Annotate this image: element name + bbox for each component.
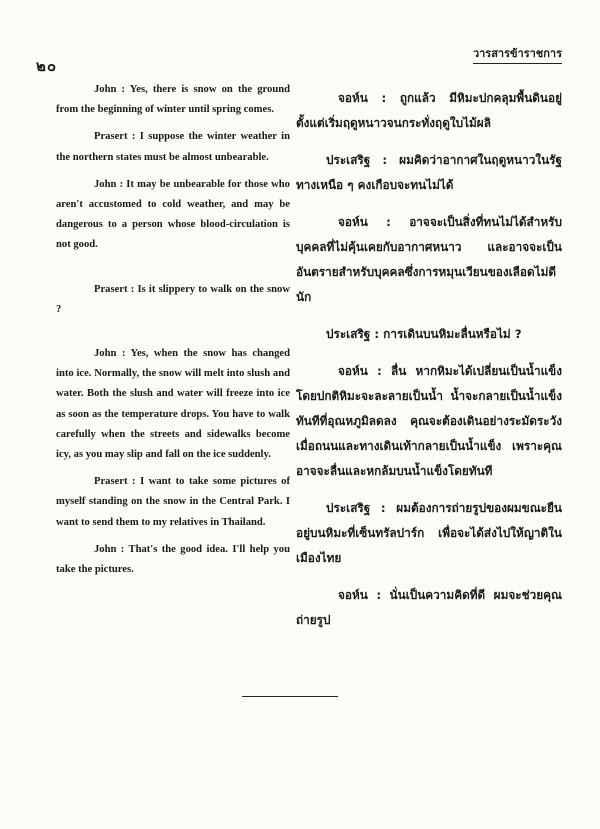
thai-paragraph <box>296 86 562 136</box>
dialogue-text: I suppose the winter weather in the northern states must be almost unbearable. <box>56 131 290 163</box>
speaker-name: Prasert : <box>94 283 135 295</box>
thai-paragraph <box>296 583 562 633</box>
running-head: วารสารข้าราชการ <box>473 44 562 64</box>
thai-paragraph <box>296 210 562 310</box>
speaker-name: ประเสริฐ : <box>326 501 386 515</box>
thai-paragraph <box>296 496 562 571</box>
dialogue-text: การเดินบนหิมะลื่นหรือไม่ ? <box>379 327 522 341</box>
page-number: ๒๐ <box>36 57 58 75</box>
english-paragraph <box>56 280 290 320</box>
speaker-name: John : <box>94 543 125 555</box>
dialogue-text: ผมคิดว่าอากาศในฤดูหนาวในรัฐทางเหนือ ๆ คงเกือบจะทนไม่ได้ <box>296 153 562 192</box>
dialogue-text: Yes, when the snow has changed into ice. Normally, the snow will melt into slush and water. Both the slush and water will freeze into ice as soon as the temperature drops. You have to walk carefully when the streets and sidewalks become icy, as you may slip and fall on the ice suddenly. <box>56 348 290 461</box>
english-paragraph <box>56 175 290 256</box>
english-paragraph <box>56 540 290 580</box>
speaker-name: John : <box>94 84 126 95</box>
thai-dialogue <box>296 86 562 633</box>
dialogue-text: อาจจะเป็นสิ่งที่ทนไม่ได้สำหรับบุคคลที่ไม่คุ้นเคยกับอากาศหนาว และอาจจะเป็นอันตรายสำหรับบุคคลซึ่งการหมุนเวียนของเลือดไม่ดีนัก <box>296 215 562 304</box>
speaker-name: ประเสริฐ : <box>326 327 380 341</box>
dialogue-text: ผมต้องการถ่ายรูปของผมขณะยืนอยู่บนหิมะที่เซ็นทรัลปาร์ก เพื่อจะได้ส่งไปให้ญาติในเมืองไทย <box>296 501 562 565</box>
speaker-name: จอห์น : <box>338 215 391 229</box>
speaker-name: John : <box>94 178 124 190</box>
english-paragraph <box>56 472 290 533</box>
dialogue-text: นั่นเป็นความคิดที่ดี ผมจะช่วยคุณถ่ายรูป <box>296 588 562 627</box>
dialogue-text: Yes, there is snow on the ground from the beginning of winter until spring comes. <box>56 84 290 116</box>
speaker-name: จอห์น : <box>338 364 382 378</box>
speaker-name: Prasert : <box>94 131 136 143</box>
dialogue-text: Is it slippery to walk on the snow ? <box>56 283 291 315</box>
dialogue-text: I want to take some pictures of myself standing on the snow in the Central Park. I want to send them to my relatives in Thailand. <box>56 476 290 528</box>
dialogue-text: It may be unbearable for those who aren't accustomed to cold weather, and may be dangerous to a person whose blood-circulation is not good. <box>56 178 290 251</box>
english-paragraph <box>56 80 290 120</box>
dialogue-text: ลื่น หากหิมะได้เปลี่ยนเป็นน้ำแข็ง โดยปกติหิมะจะละลายเป็นน้ำ น้ำจะกลายเป็นน้ำแข็งทันทีที่อุณหภูมิลดลง คุณจะต้องเดินอย่างระมัดระวังเมื่อถนนและทางเดินเท้ากลายเป็นน้ำแข็ง เพราะคุณอาจจะลื่นและหกล้มบนน้ำแข็งโดยทันที <box>296 364 562 478</box>
dialogue-text: ถูกแล้ว มีหิมะปกคลุมพื้นดินอยู่ตั้งแต่เริ่มฤดูหนาวจนกระทั่งฤดูใบไม้ผลิ <box>296 91 562 130</box>
speaker-name: John : <box>94 348 126 360</box>
thai-paragraph <box>296 359 562 484</box>
dialogue-text: That's the good idea. I'll help you take the pictures. <box>56 543 290 576</box>
english-paragraph <box>56 344 290 465</box>
english-paragraph <box>56 127 290 167</box>
speaker-name: Prasert : <box>94 476 136 488</box>
english-dialogue <box>56 80 290 580</box>
speaker-name: จอห์น : <box>338 588 382 602</box>
end-rule <box>242 696 338 697</box>
speaker-name: จอห์น : <box>338 91 387 105</box>
thai-paragraph <box>296 148 562 198</box>
thai-paragraph <box>296 322 562 347</box>
speaker-name: ประเสริฐ : <box>326 153 388 167</box>
